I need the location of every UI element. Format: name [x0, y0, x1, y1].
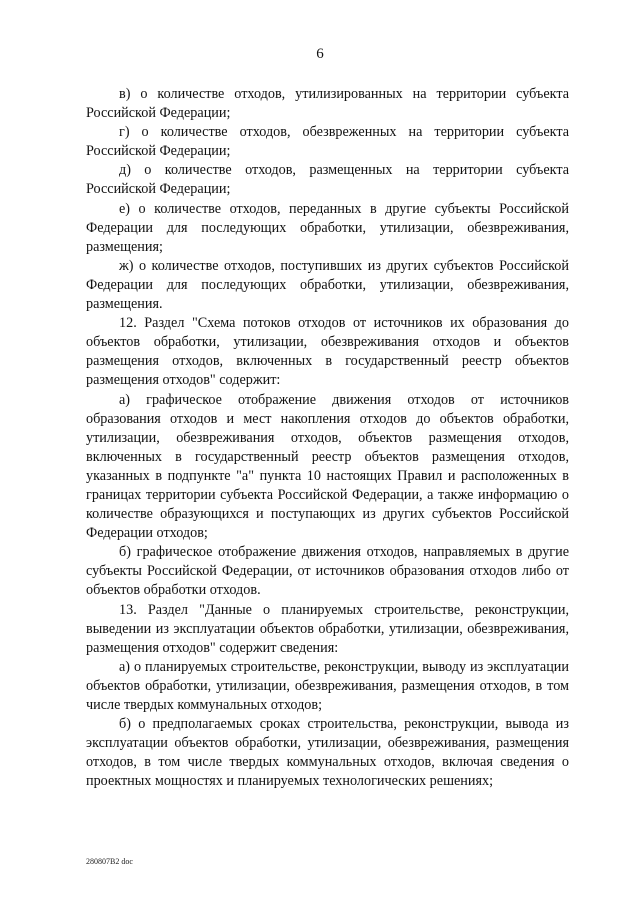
paragraph-section-12-b: б) графическое отображение движения отходов, направляемых в другие субъекты Российской Федерации, от источников образования отходов либо от объектов обработки отходов. — [86, 544, 569, 599]
paragraph-section-12: 12. Раздел "Схема потоков отходов от источников их образования до объектов обработки, утилизации, обезвреживания отходов и объектов размещения отходов, включенных в государственный реестр объектов размещения отходов" содержит: — [86, 315, 569, 389]
paragraph-item-d: д) о количестве отходов, размещенных на территории субъекта Российской Федерации; — [86, 162, 569, 198]
paragraph-section-12-a: а) графическое отображение движения отходов от источников образования отходов и мест накопления отходов до объектов обработки, утилизации, обезвреживания отходов, объектов размещения отходов, включенных в государственный реестр объектов размещения отходов, указанных в подпункте "а" пункта 10 настоящих Правил и расположенных в границах территории субъекта Российской Федерации, а также информацию о количестве образующихся и поступающих из других субъектов Российской Федерации отходов; — [86, 391, 569, 542]
paragraph-section-13-a: а) о планируемых строительстве, реконструкции, выводу из эксплуатации объектов обработки, утилизации, обезвреживания, размещения отходов, в том числе твердых коммунальных отходов; — [86, 658, 569, 713]
document-footer: 280807В2 doc — [86, 857, 133, 866]
document-body — [86, 85, 569, 791]
paragraph-item-e: е) о количестве отходов, переданных в другие субъекты Российской Федерации для последующих обработки, утилизации, обезвреживания, размещения; — [86, 200, 569, 255]
paragraph-section-13-b: б) о предполагаемых сроках строительства, реконструкции, вывода из эксплуатации объектов обработки, утилизации, обезвреживания, размещения отходов, в том числе твердых коммунальных отходов, включая сведения о проектных мощностях и планируемых технологических решениях; — [86, 716, 569, 790]
paragraph-item-v: в) о количестве отходов, утилизированных на территории субъекта Российской Федерации; — [86, 86, 569, 122]
page-number: 6 — [316, 46, 324, 62]
paragraph-section-13: 13. Раздел "Данные о планируемых строительстве, реконструкции, выведении из эксплуатации объектов обработки, утилизации, обезвреживания, размещения отходов" содержит сведения: — [86, 601, 569, 656]
paragraph-item-g: г) о количестве отходов, обезвреженных на территории субъекта Российской Федерации; — [86, 124, 569, 160]
paragraph-item-zh: ж) о количестве отходов, поступивших из других субъектов Российской Федерации для последующих обработки, утилизации, обезвреживания, размещения. — [86, 257, 569, 313]
